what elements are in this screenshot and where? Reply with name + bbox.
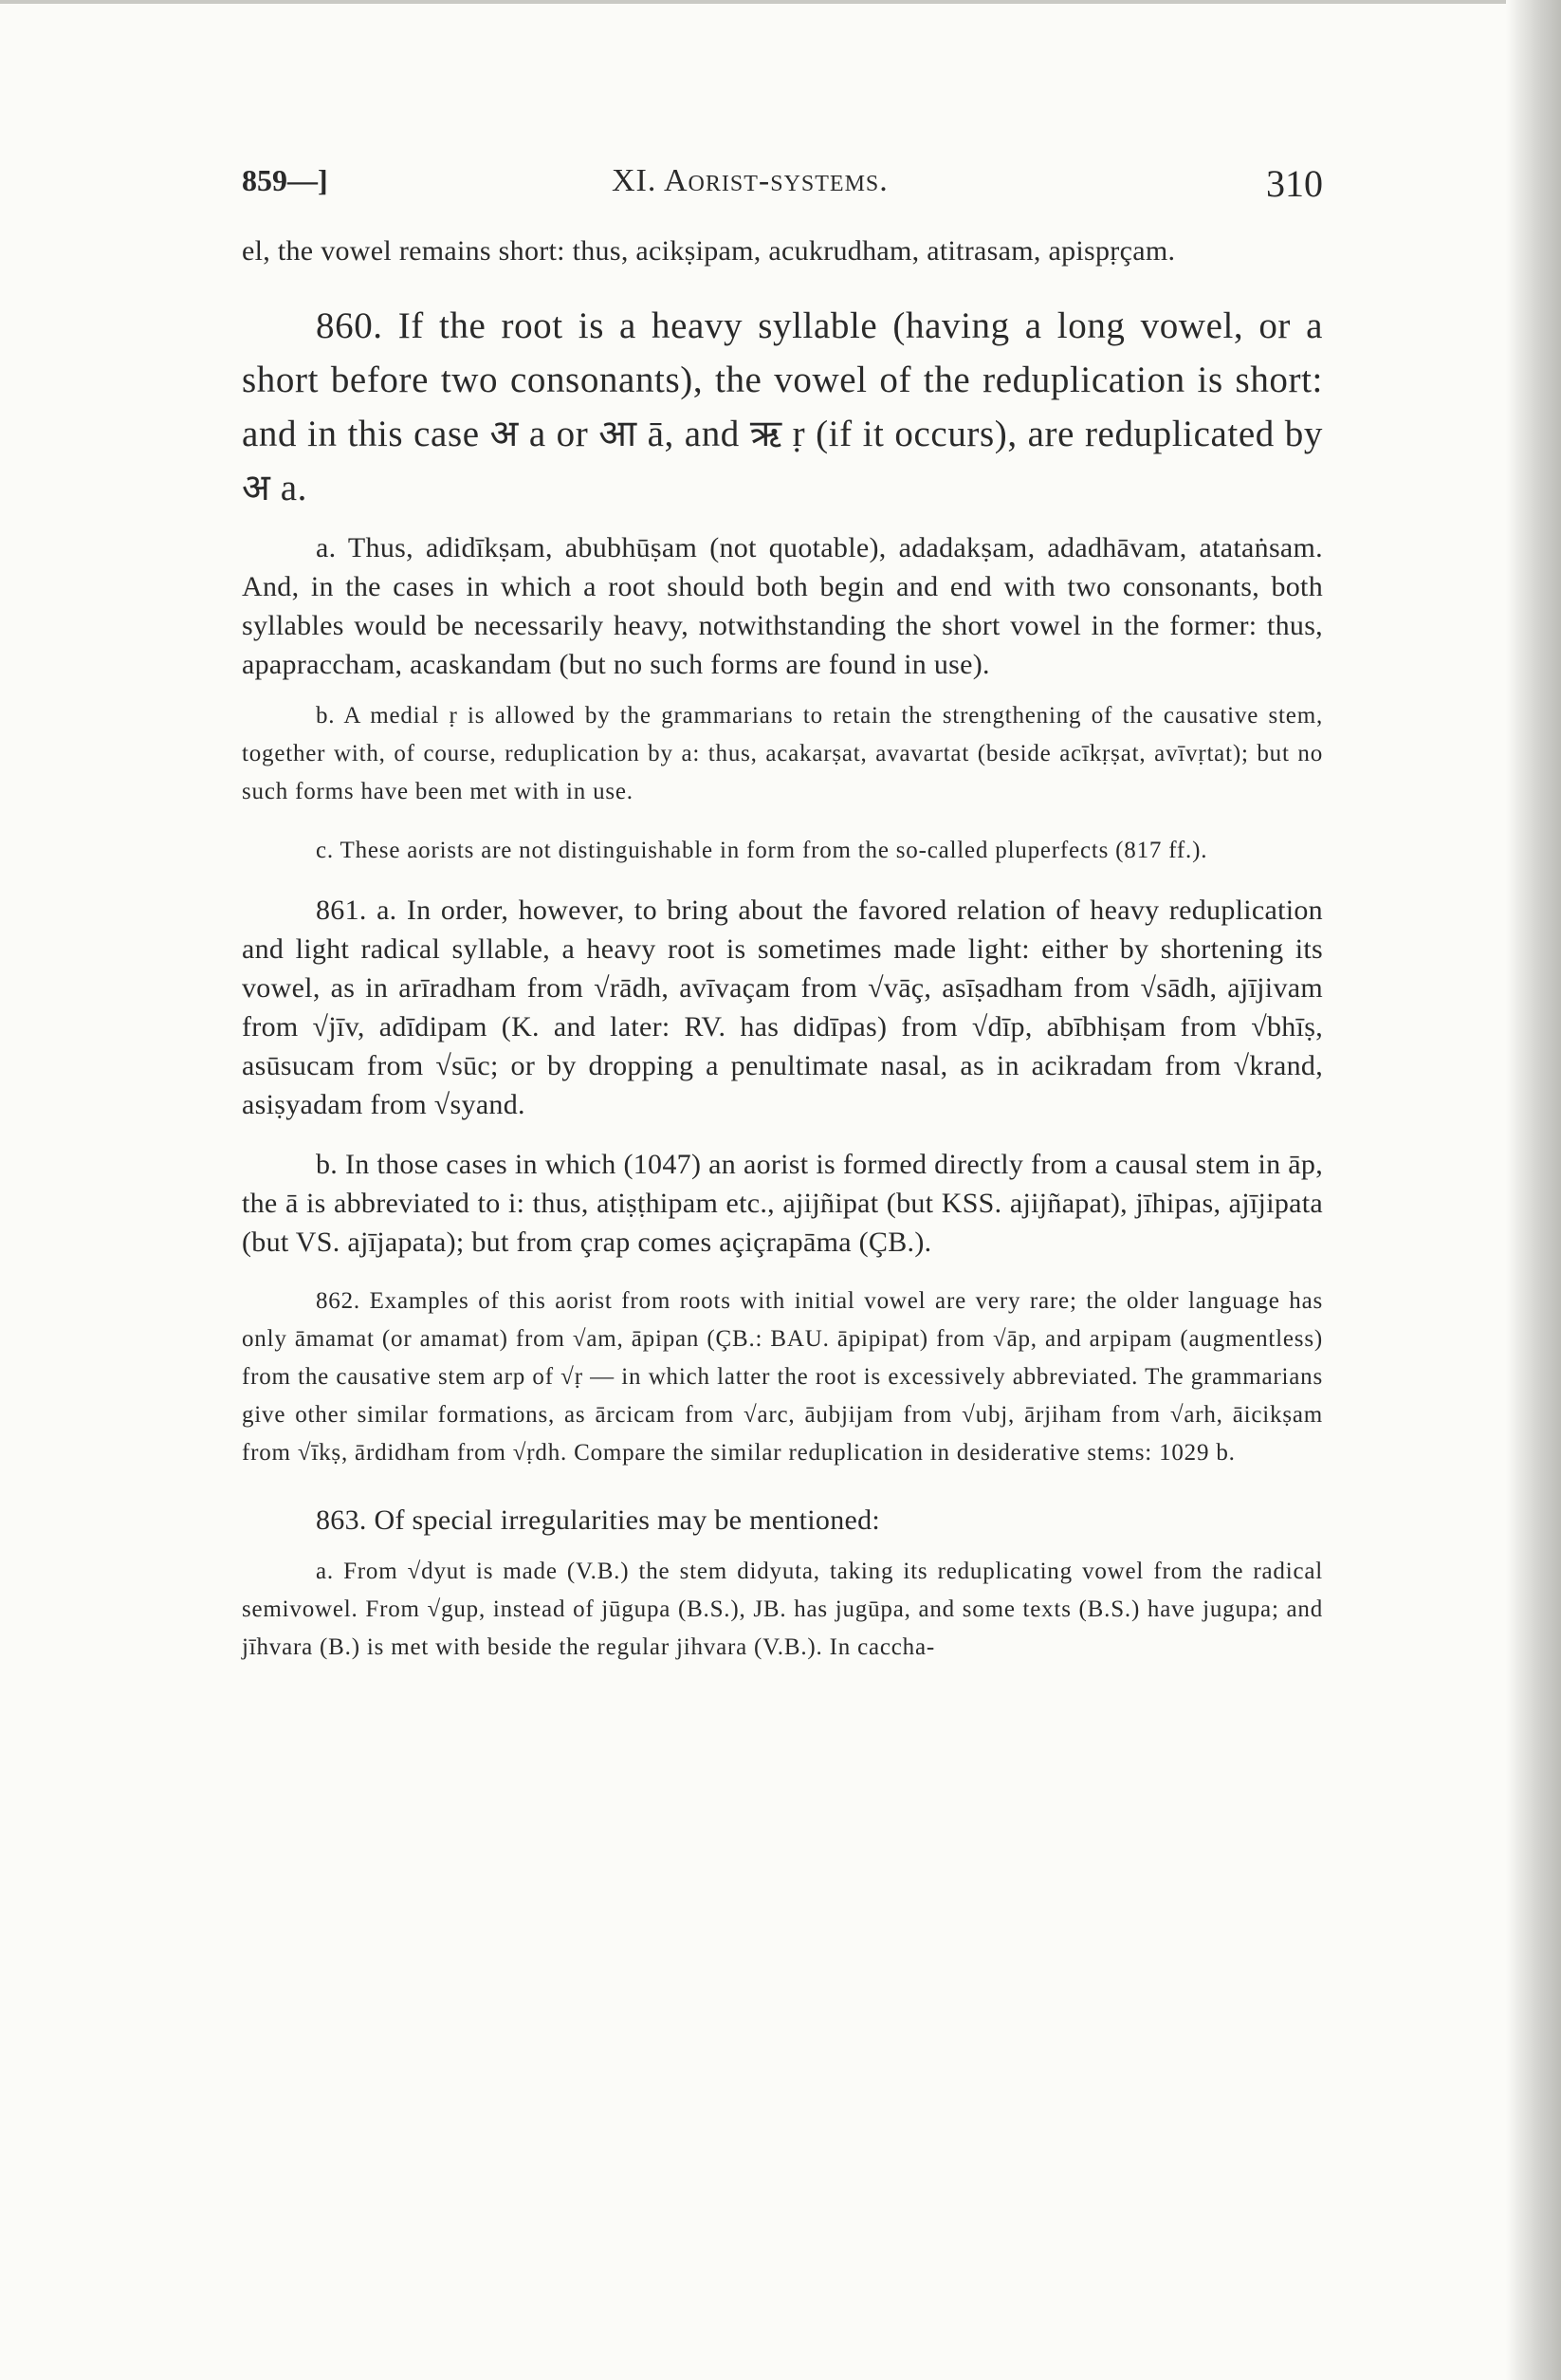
paragraph-862: 862. Examples of this aorist from roots with initial vowel are very rare; the older language has only āmamat (or amamat) from √am, āpipan (ÇB.: BAU. āpipipat) from √āp, and arpipam (augmentless) from the causative stem arp of √ṛ — in which latter the root is excessively abbreviated. The grammarians give other similar formations, as ārcicam from √arc, āubjijam from √ubj, ārjiham from √arh, āicikṣam from √īkṣ, ārdidham from √ṛdh. Compare the similar reduplication in desiderative stems: 1029 b.: [242, 1288, 1323, 1466]
paragraph-861a: 861. a. In order, however, to bring about the favored relation of heavy reduplication and light radical syllable, a heavy root is sometimes made light: either by shortening its vowel, as in arīradham from √rādh, avīvaçam from √vāç, asīṣadham from √sādh, ajījivam from √jīv, adīdipam (K. and later: RV. has didīpas) from √dīp, abībhiṣam from √bhīṣ, asūsucam from √sūc; or by dropping a penultimate nasal, as in acikradam from √krand, asiṣyadam from √syand.: [242, 895, 1323, 1120]
paragraph-863: 863. Of special irregularities may be mentioned:: [316, 1504, 881, 1536]
chapter-title: XI. Aorist-systems.: [612, 163, 889, 198]
paragraph-860c: c. These aorists are not distinguishable in form from the so-called pluperfects (817 ff.).: [316, 838, 1208, 863]
paragraph-860b: b. A medial ṛ is allowed by the grammarians to retain the strengthening of the causative stem, together with, of course, reduplication by a: thus, acakarṣat, avavartat (beside acīkṛṣat, avīvṛtat); but no such forms have been met with in use.: [242, 703, 1323, 804]
paragraph-860: 860. If the root is a heavy syllable (having a long vowel, or a short before two consonants), the vowel of the reduplication is short: and in this case अ a or आ ā, and ऋ ṛ (if it occurs), are reduplicated by अ a.: [242, 305, 1323, 508]
running-header: [242, 142, 1323, 218]
page-number: 310: [1266, 162, 1323, 205]
paragraph-861b: b. In those cases in which (1047) an aorist is formed directly from a causal stem in āp, the ā is abbreviated to i: thus, atiṣṭhipam etc., ajijñipat (but KSS. ajijñapat), jīhipas, ajījipata (but VS. ajījapata); but from çrap comes açiçrapāma (ÇB.).: [242, 1149, 1323, 1258]
paragraph-863a: a. From √dyut is made (V.B.) the stem didyuta, taking its reduplicating vowel from the radical semivowel. From √gup, instead of jūgupa (B.S.), JB. has jugūpa, and some texts (B.S.) have jugupa; and jīhvara (B.) is met with beside the regular jihvara (V.B.). In caccha-: [242, 1559, 1323, 1660]
page-gutter-shadow: [1506, 0, 1561, 2380]
paragraph-860a: a. Thus, adidīkṣam, abubhūṣam (not quotable), adadakṣam, adadhāvam, atataṅsam. And, in the cases in which a root should both begin and end with two consonants, both syllables would be necessarily heavy, notwithstanding the short vowel in the former: thus, apapraccham, acaskandam (but no such forms are found in use).: [242, 532, 1323, 680]
paragraph-continued: el, the vowel remains short: thus, acikṣipam, acukrudham, atitrasam, apispṛçam.: [242, 235, 1176, 267]
section-range: 859—]: [242, 163, 328, 197]
page-content: [242, 142, 1323, 1667]
page-top-edge: [0, 0, 1561, 4]
